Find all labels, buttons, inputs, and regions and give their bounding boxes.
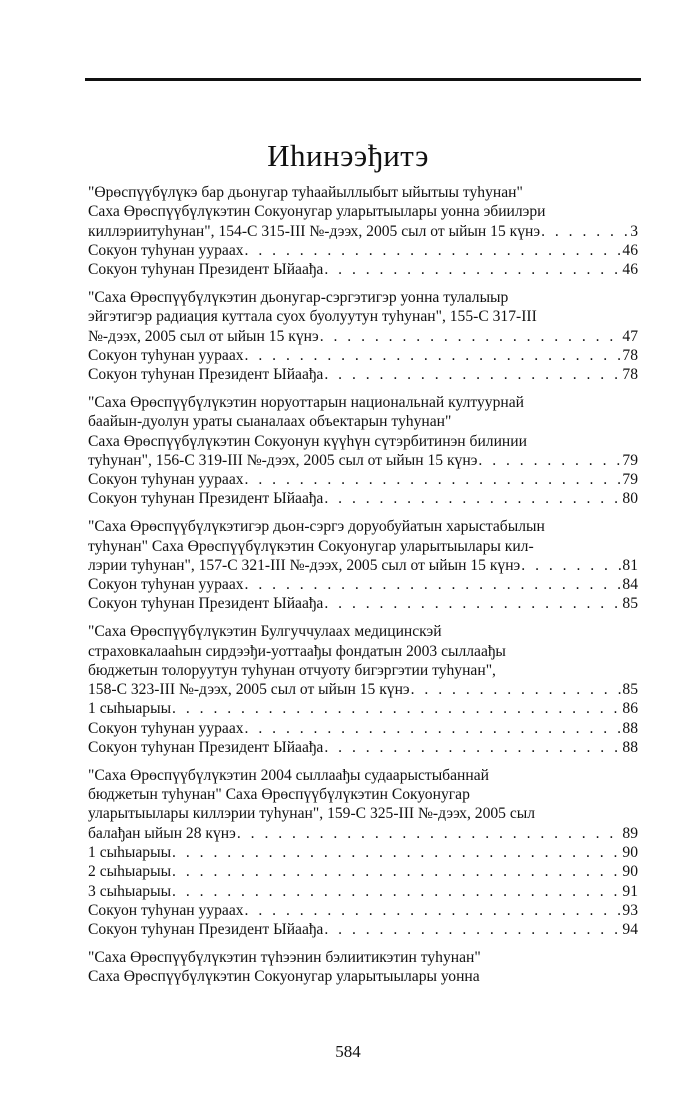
toc-item[interactable] <box>88 680 638 699</box>
dot-leader <box>478 451 621 470</box>
toc-item-page-number: 47 <box>622 327 638 345</box>
toc-item-label: лэрии туhунан", 157-С 321-III №-дээх, 2005 сыл от ыйын 15 күнэ <box>88 556 521 574</box>
toc-item[interactable] <box>88 862 638 881</box>
toc-entry <box>88 948 638 987</box>
toc-item-page-number: 78 <box>622 346 638 364</box>
toc-item-page-number: 80 <box>622 490 638 508</box>
toc-entry-title-line: бюджетын толоруутун туhунан отчуоту бигэргэтии туhунан", <box>88 661 496 679</box>
toc-item-page-number: 85 <box>622 681 638 699</box>
toc-item-label: Сокуон туhунан уураах <box>88 471 244 489</box>
toc-entry-title-line: бюджетын туhунан" Саха Өрөспүүбүлүкэтин Сокуонугар <box>88 786 470 804</box>
dot-leader <box>245 719 622 738</box>
dot-leader <box>324 738 621 757</box>
dot-leader <box>324 489 621 508</box>
dot-leader <box>324 594 621 613</box>
toc-item-label: Сокуон туhунан Президент Ыйаађа <box>88 921 324 939</box>
toc-item-page-number: 88 <box>622 719 638 737</box>
toc-item-page-number: 88 <box>622 739 638 757</box>
toc-item-page-number: 78 <box>622 366 638 384</box>
toc-entry <box>88 393 638 509</box>
toc-item[interactable] <box>88 327 638 346</box>
toc-item-label: туhунан", 156-С 319-III №-дээх, 2005 сыл от ыйын 15 күнэ <box>88 451 478 469</box>
header-rule <box>85 78 641 81</box>
toc-item-label: Сокуон туhунан уураах <box>88 241 244 259</box>
toc-item-page-number: 91 <box>622 882 638 900</box>
toc-entry-title-line: "Саха Өрөспүүбүлүкэтин дьонугар-сэргэтигэр уонна тулалыыр <box>88 288 509 306</box>
dot-leader <box>245 241 622 260</box>
toc-item-label: балађан ыйын 28 күнэ <box>88 824 236 842</box>
toc-item[interactable] <box>88 451 638 470</box>
dot-leader <box>324 260 621 279</box>
toc-item-label: Сокуон туhунан уураах <box>88 901 244 919</box>
toc-item[interactable] <box>88 575 638 594</box>
toc-item[interactable] <box>88 882 638 901</box>
toc-item[interactable] <box>88 920 638 939</box>
toc-entry-title-line: эйгэтигэр радиация куттала суох буолуутун туhунан", 155-С 317-III <box>88 308 537 326</box>
toc-item-page-number: 46 <box>622 241 638 259</box>
dot-leader <box>245 346 622 365</box>
toc-item[interactable] <box>88 824 638 843</box>
toc-item-label: Сокуон туhунан Президент Ыйаађа <box>88 490 324 508</box>
dot-leader <box>245 470 622 489</box>
toc-item-label: 1 сыhыарыы <box>88 700 172 718</box>
toc-entry-title-line: "Саха Өрөспүүбүлүкэтин түhээнин бэлиитикэтин туhунан" <box>88 948 481 966</box>
toc-item-page-number: 86 <box>622 700 638 718</box>
toc-entry-title-line: "Саха Өрөспүүбүлүкэтин норуоттарын национальнай култуурнай <box>88 393 524 411</box>
table-of-contents <box>88 183 638 995</box>
toc-entry-title-line: страховкалааhын сирдээђи-уоттаађы фондатын 2003 сыллаађы <box>88 642 506 660</box>
toc-item[interactable] <box>88 222 638 241</box>
toc-item-label: Сокуон туhунан уураах <box>88 719 244 737</box>
toc-item-page-number: 89 <box>622 824 638 842</box>
toc-item-label: Сокуон туhунан уураах <box>88 576 244 594</box>
toc-item-label: Сокуон туhунан Президент Ыйаађа <box>88 595 324 613</box>
toc-item-label: Сокуон туhунан Президент Ыйаађа <box>88 366 324 384</box>
toc-item-page-number: 46 <box>622 261 638 279</box>
toc-item-page-number: 79 <box>622 471 638 489</box>
toc-entry <box>88 766 638 940</box>
dot-leader <box>172 862 621 881</box>
toc-entry-title-line: Саха Өрөспүүбүлүкэтин Сокуонугар уларытыылары уонна эбиилэри <box>88 203 546 221</box>
dot-leader <box>245 575 622 594</box>
toc-entry <box>88 517 638 613</box>
toc-item[interactable] <box>88 470 638 489</box>
dot-leader <box>172 843 621 862</box>
toc-entry-title-line: Саха Өрөспүүбүлүкэтин Сокуонун күүhүн сүтэрбитинэн билинии <box>88 432 527 450</box>
page-number: 584 <box>335 1042 361 1061</box>
toc-item-page-number: 85 <box>622 595 638 613</box>
toc-item[interactable] <box>88 260 638 279</box>
dot-leader <box>237 824 622 843</box>
toc-item[interactable] <box>88 346 638 365</box>
toc-item-label: №-дээх, 2005 сыл от ыйын 15 күнэ <box>88 327 319 345</box>
toc-item-label: Сокуон туhунан Президент Ыйаађа <box>88 261 324 279</box>
toc-item[interactable] <box>88 719 638 738</box>
toc-item[interactable] <box>88 843 638 862</box>
toc-item-page-number: 81 <box>622 556 638 574</box>
toc-item-label: Сокуон туhунан Президент Ыйаађа <box>88 739 324 757</box>
toc-entry-title-line: уларытыылары киллэрии туhунан", 159-С 325-III №-дээх, 2005 сыл <box>88 805 536 823</box>
dot-leader <box>541 222 629 241</box>
toc-item-label: 2 сыhыарыы <box>88 863 172 881</box>
dot-leader <box>324 920 621 939</box>
dot-leader <box>172 699 621 718</box>
toc-entry-title-line: баайын-дуолун ураты сыаналаах объектарын туhунан" <box>88 413 452 431</box>
dot-leader <box>172 882 621 901</box>
toc-item-page-number: 79 <box>622 451 638 469</box>
toc-entry <box>88 622 638 757</box>
toc-item-label: 3 сыhыарыы <box>88 882 172 900</box>
dot-leader <box>324 365 621 384</box>
toc-entry-title-line: "Өрөспүүбүлүкэ бар дьонугар туhаайыллыбыт ыйытыы туhунан" <box>88 184 523 201</box>
dot-leader <box>411 680 622 699</box>
toc-item[interactable] <box>88 738 638 757</box>
dot-leader <box>245 901 622 920</box>
toc-item-label: киллэриитуhунан", 154-С 315-III №-дээх, 2005 сыл от ыйын 15 күнэ <box>88 222 541 240</box>
toc-item[interactable] <box>88 699 638 718</box>
toc-entry-title-line: Саха Өрөспүүбүлүкэтин Сокуонугар уларытыылары уонна <box>88 968 480 986</box>
toc-item[interactable] <box>88 901 638 920</box>
toc-entry-title-line: "Саха Өрөспүүбүлүкэтин 2004 сыллаађы судаарыстыбаннай <box>88 766 489 784</box>
page-title: Иhинээђитэ <box>267 138 429 173</box>
toc-item-page-number: 90 <box>622 844 638 861</box>
toc-item-page-number: 90 <box>622 863 638 881</box>
toc-entry <box>88 288 638 384</box>
toc-item-page-number: 93 <box>622 901 638 919</box>
toc-item[interactable] <box>88 594 638 613</box>
toc-entry <box>88 183 638 279</box>
toc-entry-title-line: "Саха Өрөспүүбүлүкэтин Булгуччулаах медицинскэй <box>88 623 442 641</box>
toc-item[interactable] <box>88 556 638 575</box>
toc-item[interactable] <box>88 489 638 508</box>
toc-entry-title-line: "Саха Өрөспүүбүлүкэтигэр дьон-сэргэ доруобуйатын харыстабылын <box>88 518 545 536</box>
toc-item-label: 158-С 323-III №-дээх, 2005 сыл от ыйын 15 күнэ <box>88 681 410 699</box>
toc-item[interactable] <box>88 365 638 384</box>
dot-leader <box>320 327 622 346</box>
toc-item-page-number: 3 <box>630 222 638 240</box>
toc-item-page-number: 84 <box>622 576 638 594</box>
toc-item-label: Сокуон туhунан уураах <box>88 346 244 364</box>
dot-leader <box>521 556 621 575</box>
toc-entry-title-line: туhунан" Саха Өрөспүүбүлүкэтин Сокуонугар уларытыылары кил- <box>88 537 534 555</box>
toc-item-label: 1 сыhыарыы <box>88 844 172 861</box>
toc-item[interactable] <box>88 241 638 260</box>
toc-item-page-number: 94 <box>622 921 638 939</box>
